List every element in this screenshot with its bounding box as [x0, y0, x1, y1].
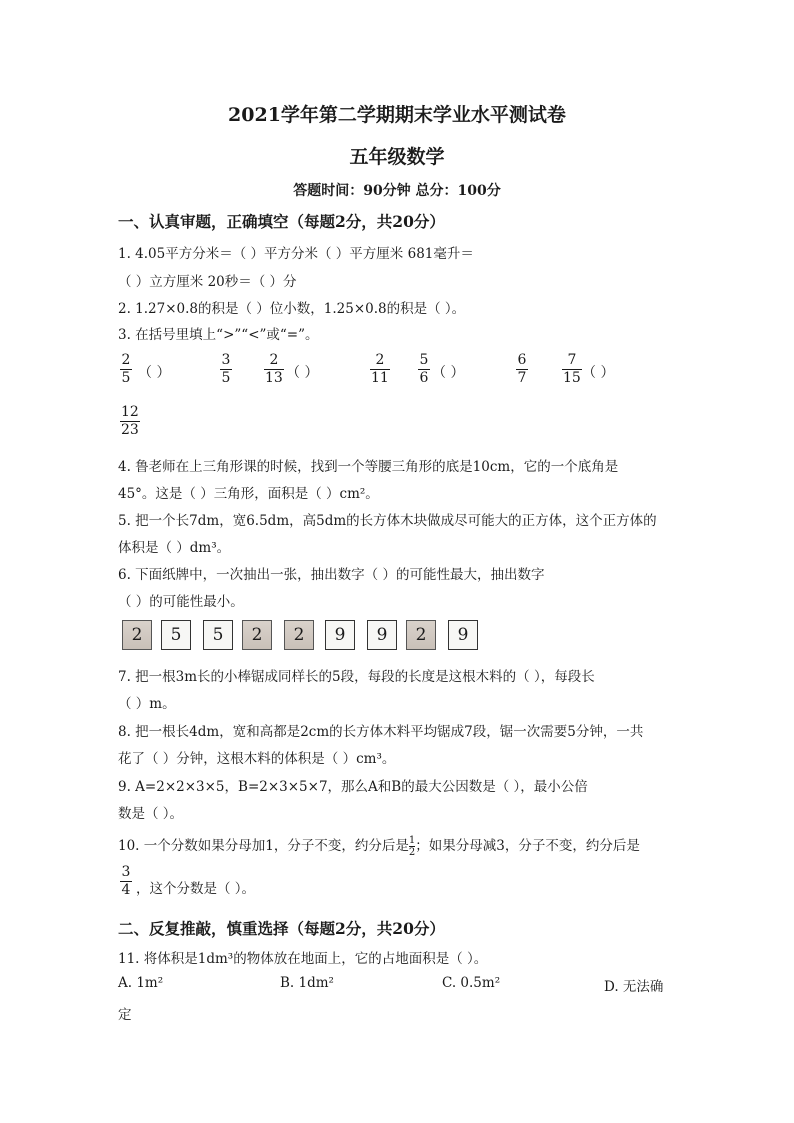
playing-card: 9	[448, 620, 478, 650]
playing-card: 2	[122, 620, 152, 650]
question-5-line-2: 体积是（ ）dm³。	[118, 540, 231, 556]
question-8-line-2: 花了（ ）分钟，这根木料的体积是（ ）cm³。	[118, 751, 396, 767]
q10-fraction: $\frac{1}{2}$	[408, 835, 416, 858]
q11-option-c[interactable]: C. 0.5m²	[442, 975, 501, 991]
question-6-line-2: （ ）的可能性最小。	[118, 594, 244, 610]
q10-fraction: 3 4	[121, 864, 131, 898]
exam-info: 答题时间：90分钟 总分：100分	[293, 183, 501, 199]
q3-answer-blank[interactable]: （ ）	[286, 365, 319, 381]
q3-fraction: 7 15	[563, 352, 581, 386]
question-9-line-1: 9. A=2×2×3×5，B=2×3×5×7，那么A和B的最大公因数是（ ），最小公倍	[118, 779, 588, 795]
playing-card: 9	[325, 620, 355, 650]
question-4-line-2: 45°。这是（ ）三角形，面积是（ ）cm²。	[118, 486, 379, 502]
playing-card: 5	[161, 620, 191, 650]
playing-card: 2	[242, 620, 272, 650]
playing-card: 2	[406, 620, 436, 650]
q11-option-d-wrap: 定	[118, 1007, 132, 1023]
q3-fraction: 2 13	[265, 352, 283, 386]
question-6-line-1: 6. 下面纸牌中，一次抽出一张，抽出数字（ ）的可能性最大，抽出数字	[118, 567, 545, 583]
q3-answer-blank[interactable]: （ ）	[582, 365, 615, 381]
question-10-line-1: 10. 一个分数如果分母加1，分子不变，约分后是 $\frac{1}{2}$ ；如果分母减3，分子不变，约分后是	[118, 835, 640, 858]
q3-answer-blank[interactable]: （ ）	[432, 365, 465, 381]
q3-answer-blank[interactable]: （ ）	[138, 365, 171, 381]
question-8-line-1: 8. 把一根长4dm，宽和高都是2cm的长方体木料平均锯成7段，锯一次需要5分钟，一共	[118, 724, 644, 740]
question-3: 3. 在括号里填上“>”“<”或“=”。	[118, 327, 319, 343]
playing-card: 5	[203, 620, 233, 650]
question-5-line-1: 5. 把一个长7dm，宽6.5dm，高5dm的长方体木块做成尽可能大的正方体，这个正方体的	[118, 513, 657, 529]
section-heading-fill-blank: 一、认真审题，正确填空（每题2分，共20分）	[118, 212, 445, 231]
playing-card: 9	[367, 620, 397, 650]
q11-option-d[interactable]: D. 无法确	[604, 979, 664, 995]
exam-subject: 五年级数学	[349, 146, 445, 168]
q11-option-a[interactable]: A. 1m²	[118, 975, 164, 991]
question-7-line-1: 7. 把一根3m长的小棒锯成同样长的5段，每段的长度是这根木料的（ ），每段长	[118, 669, 595, 685]
q3-fraction: 5 6	[419, 352, 429, 386]
question-4-line-1: 4. 鲁老师在上三角形课的时候，找到一个等腰三角形的底是10cm，它的一个底角是	[118, 459, 619, 475]
question-10-line-2: ，这个分数是（ ）。	[136, 881, 256, 897]
question-7-line-2: （ ）m。	[118, 696, 176, 712]
exam-title: 2021学年第二学期期末学业水平测试卷	[228, 104, 566, 126]
section-heading-choice: 二、反复推敲，慎重选择（每题2分，共20分）	[118, 919, 445, 938]
question-1-line-1: 1. 4.05平方分米＝（ ）平方分米（ ）平方厘米 681毫升＝	[118, 246, 474, 262]
question-9-line-2: 数是（ ）。	[118, 806, 184, 822]
playing-card: 2	[284, 620, 314, 650]
question-11: 11. 将体积是1dm³的物体放在地面上，它的占地面积是（ ）。	[118, 951, 488, 967]
q3-fraction: 2 5	[121, 352, 131, 386]
question-1-line-2: （ ）立方厘米 20秒＝（ ）分	[118, 274, 297, 290]
q3-fraction: 3 5	[221, 352, 231, 386]
q3-fraction: 6 7	[517, 352, 527, 386]
question-2: 2. 1.27×0.8的积是（ ）位小数，1.25×0.8的积是（ ）。	[118, 301, 466, 317]
q3-fraction: 12 23	[121, 404, 139, 438]
q11-option-b[interactable]: B. 1dm²	[280, 975, 334, 991]
q3-fraction: 2 11	[371, 352, 389, 386]
